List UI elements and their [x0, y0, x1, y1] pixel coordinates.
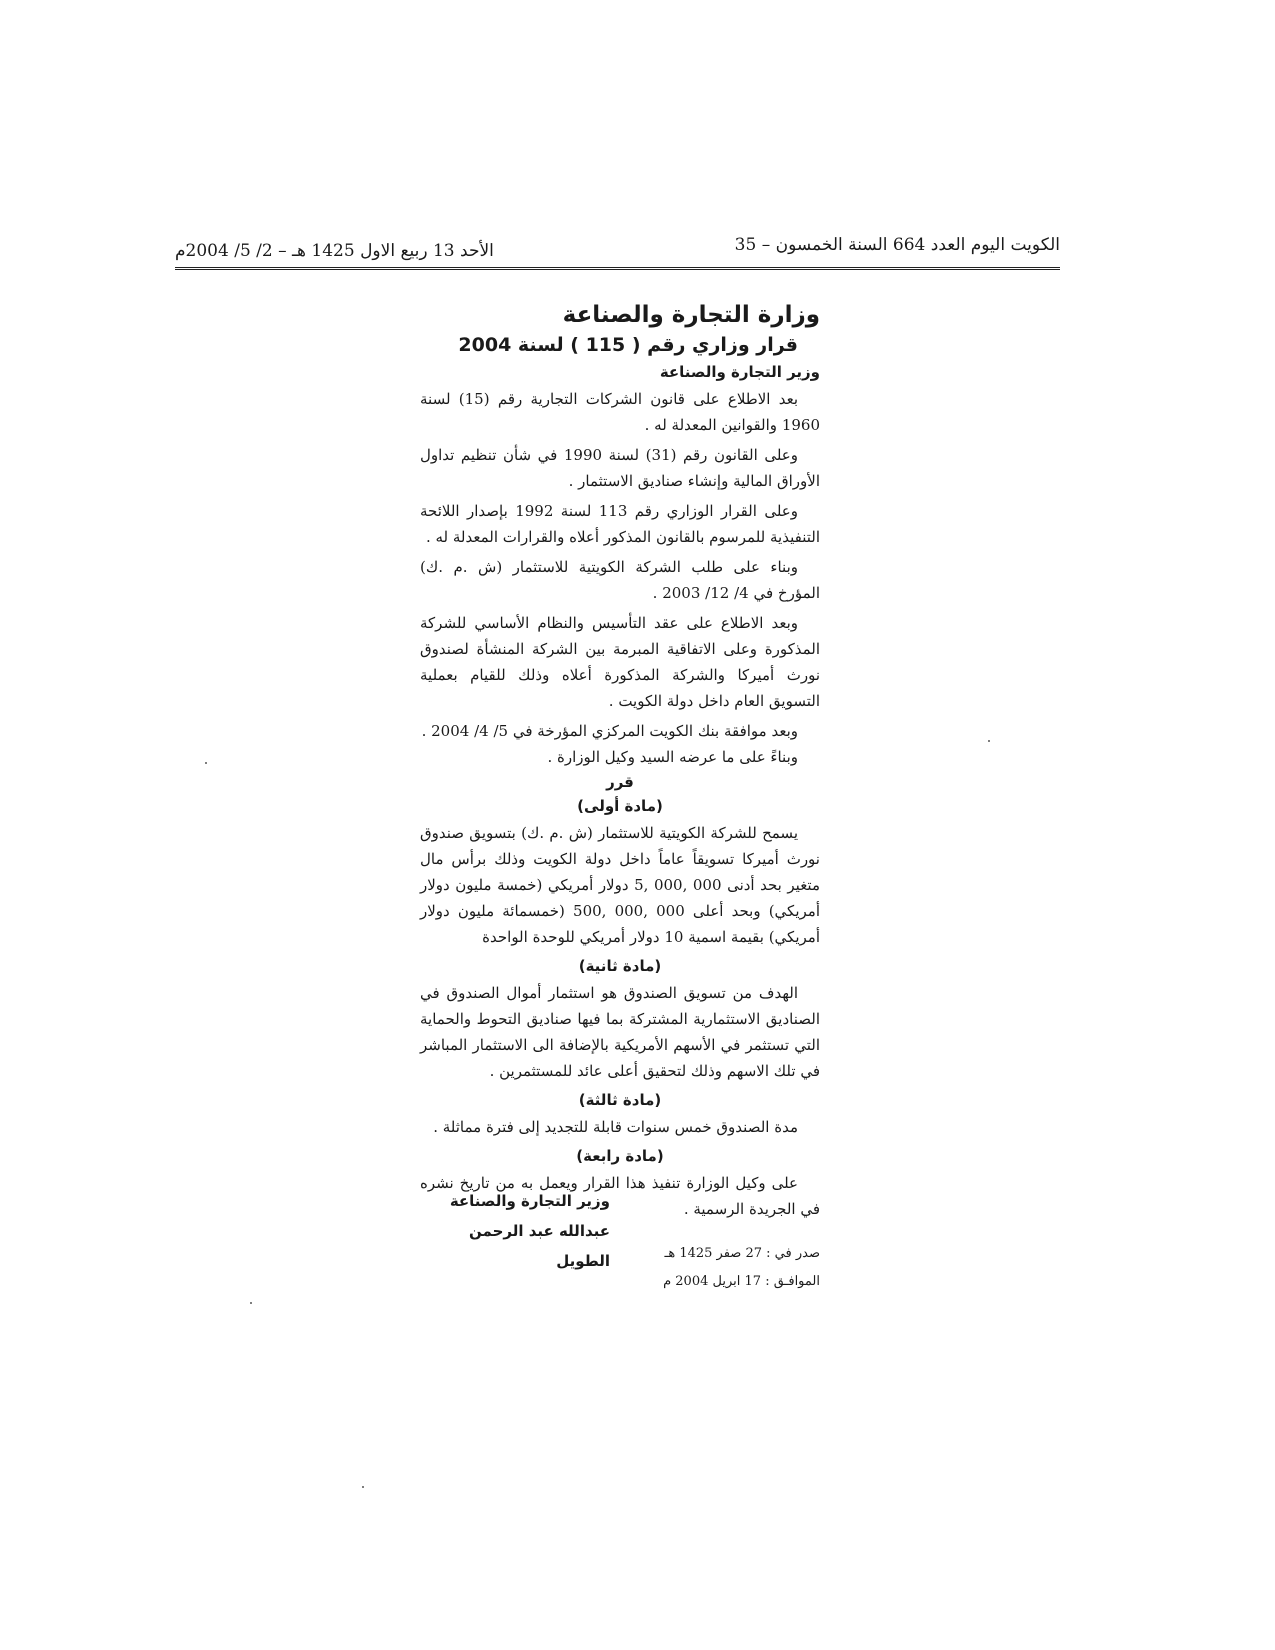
decree-title: قرار وزاري رقم ( 115 ) لسنة 2004 [458, 334, 798, 356]
scan-speck [362, 1486, 364, 1488]
scan-speck [205, 762, 207, 764]
signature-name: عبدالله عبد الرحمن الطويل [469, 1222, 610, 1270]
preamble-paragraph: وبعد الاطلاع على عقد التأسيس والنظام الأساسي للشركة المذكورة وعلى الاتفاقية المبرمة بين الشركة المنشأة لصندوق نورث أميركا والشركة المذكورة أعلاه وذلك للقيام بعملية التسويق العام داخل دولة الكويت . [420, 614, 820, 710]
preamble-paragraph: وبناءً على ما عرضه السيد وكيل الوزارة . [547, 748, 798, 766]
gazette-date: الأحد 13 ربيع الاول 1425 هـ – 2/ 5/ 2004م [175, 241, 494, 261]
preamble-paragraph: وبناء على طلب الشركة الكويتية للاستثمار (ش .م .ك) المؤرخ في 4/ 12/ 2003 . [420, 558, 820, 602]
preamble-paragraph: وبعد موافقة بنك الكويت المركزي المؤرخة في 5/ 4/ 2004 . [421, 722, 798, 740]
decree-body [420, 300, 820, 1226]
preamble-paragraph: وعلى القرار الوزاري رقم 113 لسنة 1992 بإصدار اللائحة التنفيذية للمرسوم بالقانون المذكور أعلاه والقرارات المعدلة له . [420, 502, 820, 546]
resolved-heading: قرر [606, 773, 634, 791]
article-text: على وكيل الوزارة تنفيذ هذا القرار ويعمل به من تاريخ نشره في الجريدة الرسمية . [420, 1174, 820, 1218]
gazette-header [175, 233, 1060, 270]
signature-block [420, 1186, 610, 1276]
issue-dates [620, 1240, 820, 1296]
article-heading: (مادة ثانية) [578, 957, 662, 975]
gazette-issue-info: الكويت اليوم العدد 664 السنة الخمسون – 35 [734, 235, 1060, 255]
scan-speck [250, 1302, 252, 1304]
article-heading: (مادة أولى) [577, 797, 663, 815]
article-heading: (مادة رابعة) [576, 1147, 664, 1165]
scan-speck [988, 740, 990, 742]
signature-title: وزير التجارة والصناعة [449, 1192, 610, 1210]
article-text: يسمح للشركة الكويتية للاستثمار (ش .م .ك) بتسويق صندوق نورث أميركا تسويقاً عاماً داخل دولة الكويت وذلك برأس مال متغير بحد أدنى 000 ,000 ,5 دولار أمريكي (خمسة مليون دولار أمريكي) وبحد أعلى 000 ,000 ,500 (خمسمائة مليون دولار أمريكي) بقيمة اسمية 10 دولار أمريكي للوحدة الواحدة [420, 824, 820, 946]
preamble-paragraph: وعلى القانون رقم (31) لسنة 1990 في شأن تنظيم تداول الأوراق المالية وإنشاء صناديق الاستثمار . [420, 446, 820, 490]
issued-hijri: صدر في : 27 صفر 1425 هـ [664, 1246, 820, 1261]
issued-gregorian: الموافـق : 17 ابريل 2004 م [663, 1274, 820, 1289]
preamble-paragraph: بعد الاطلاع على قانون الشركات التجارية رقم (15) لسنة 1960 والقوانين المعدلة له . [420, 390, 820, 434]
article-text: الهدف من تسويق الصندوق هو استثمار أموال الصندوق في الصناديق الاستثمارية المشتركة بما فيها صناديق التحوط والحماية التي تستثمر في الأسهم الأمريكية بالإضافة الى الاستثمار المباشر في تلك الاسهم وذلك لتحقيق أعلى عائد للمستثمرين . [420, 984, 820, 1080]
ministry-title: وزارة التجارة والصناعة [562, 302, 820, 328]
minister-heading: وزير التجارة والصناعة [659, 363, 820, 381]
article-heading: (مادة ثالثة) [578, 1091, 662, 1109]
article-text: مدة الصندوق خمس سنوات قابلة للتجديد إلى فترة مماثلة . [433, 1118, 798, 1136]
